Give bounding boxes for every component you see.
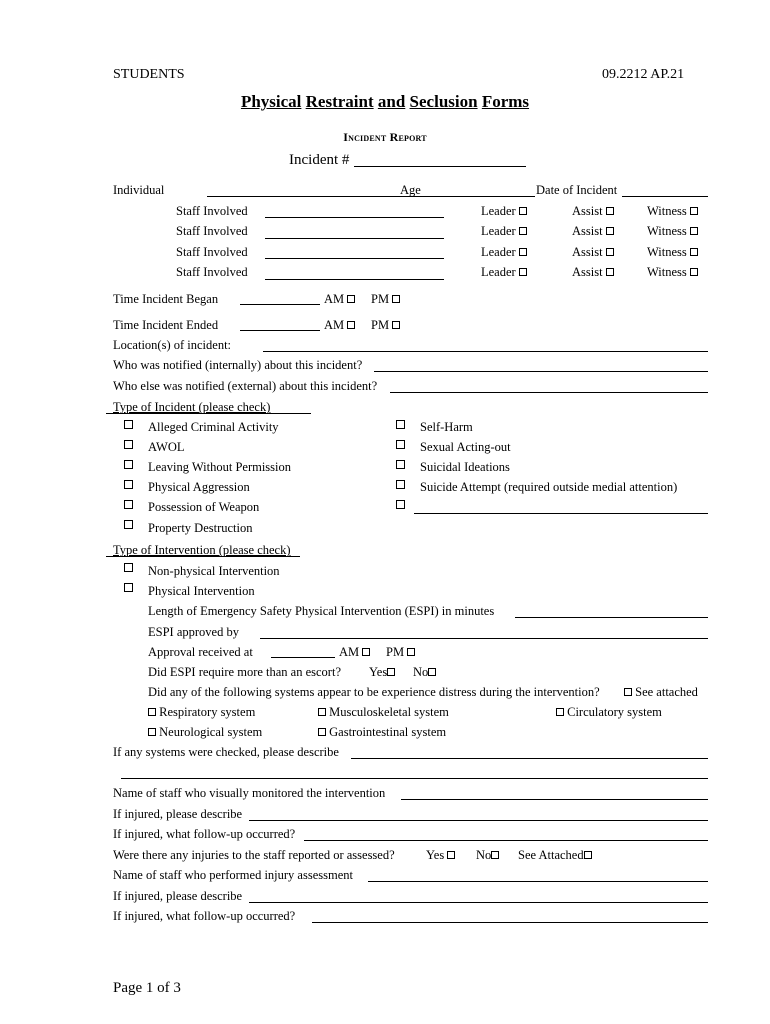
am-label: AM <box>324 292 345 306</box>
page-number: Page 1 of 3 <box>113 980 181 996</box>
injured-describe-field[interactable] <box>249 820 708 821</box>
staff-involved-label: Staff Involved <box>176 245 248 259</box>
incident-type-checkbox[interactable] <box>124 460 133 469</box>
time-began-field[interactable] <box>240 304 320 305</box>
injured-followup-label: If injured, what follow-up occurred? <box>113 909 296 923</box>
injured-followup-field[interactable] <box>312 922 708 923</box>
intervention-option: Physical Intervention <box>148 584 255 598</box>
am-checkbox[interactable] <box>347 295 355 303</box>
incident-type-option: AWOL <box>148 440 185 454</box>
witness-label: Witness <box>647 224 687 238</box>
am-label: AM <box>324 318 345 332</box>
escort-yes-option[interactable] <box>369 665 395 679</box>
system-option[interactable] <box>318 705 449 719</box>
staff-involved-field[interactable] <box>265 258 444 259</box>
see-attached-checkbox[interactable] <box>624 688 632 696</box>
assist-label: Assist <box>572 204 603 218</box>
injured-describe-label: If injured, please describe <box>113 889 243 903</box>
system-option[interactable] <box>148 725 262 739</box>
system-label: Gastrointestinal system <box>329 725 447 739</box>
assist-checkbox[interactable] <box>606 207 614 215</box>
escort-no-option[interactable] <box>413 665 436 679</box>
assessment-label: Name of staff who performed injury assessment <box>113 868 353 882</box>
leader-label: Leader <box>481 224 516 238</box>
system-label: Circulatory system <box>567 705 662 719</box>
staff-involved-label: Staff Involved <box>176 265 248 279</box>
intervention-type-heading: Type of Intervention (please check) <box>113 543 291 557</box>
yes-checkbox[interactable] <box>447 851 455 859</box>
assist-option[interactable] <box>572 245 614 259</box>
assist-label: Assist <box>572 265 603 279</box>
heading-underline <box>106 413 311 414</box>
witness-checkbox[interactable] <box>690 227 698 235</box>
title-word: Seclusion <box>409 92 478 111</box>
see-attached-option[interactable] <box>624 685 698 699</box>
incident-type-checkbox[interactable] <box>124 500 133 509</box>
witness-option[interactable] <box>647 265 698 279</box>
leader-checkbox[interactable] <box>519 268 527 276</box>
witness-checkbox[interactable] <box>690 207 698 215</box>
time-ended-pm-option[interactable] <box>371 318 400 332</box>
incident-type-option: Possession of Weapon <box>148 500 260 514</box>
see-attached-label: See Attached <box>518 848 584 862</box>
staff-involved-label: Staff Involved <box>176 224 248 238</box>
witness-checkbox[interactable] <box>690 268 698 276</box>
incident-type-heading: Type of Incident (please check) <box>113 400 271 414</box>
approval-am-option[interactable] <box>339 645 370 659</box>
title-word: Physical <box>240 92 302 111</box>
pm-label: PM <box>386 645 405 659</box>
leader-checkbox[interactable] <box>519 227 527 235</box>
assist-checkbox[interactable] <box>606 227 614 235</box>
injured-followup-label: If injured, what follow-up occurred? <box>113 827 296 841</box>
pm-checkbox[interactable] <box>392 321 400 329</box>
system-checkbox[interactable] <box>148 728 156 736</box>
witness-option[interactable] <box>647 204 698 218</box>
espi-length-label: Length of Emergency Safety Physical Intervention (ESPI) in minutes <box>148 604 495 618</box>
time-ended-am-option[interactable] <box>324 318 355 332</box>
notified-external-field[interactable] <box>390 392 708 393</box>
espi-approved-label: ESPI approved by <box>148 625 239 639</box>
am-label: AM <box>339 645 360 659</box>
incident-type-option: Leaving Without Permission <box>148 460 292 474</box>
system-option[interactable] <box>556 705 662 719</box>
leader-label: Leader <box>481 204 516 218</box>
system-checkbox[interactable] <box>318 728 326 736</box>
escort-question: Did ESPI require more than an escort? <box>148 665 341 679</box>
date-of-incident-field[interactable] <box>622 196 708 197</box>
incident-type-checkbox[interactable] <box>124 480 133 489</box>
systems-describe-field-2[interactable] <box>121 778 708 779</box>
espi-length-field[interactable] <box>515 617 708 618</box>
form-subtitle: Incident Report <box>343 130 427 144</box>
intervention-checkbox[interactable] <box>124 583 133 592</box>
individual-label: Individual <box>113 183 165 197</box>
age-label: Age <box>400 183 421 197</box>
incident-type-checkbox[interactable] <box>124 520 133 529</box>
incident-type-option: Suicide Attempt (required outside medial attention) <box>420 480 678 494</box>
time-ended-field[interactable] <box>240 330 320 331</box>
systems-describe-field[interactable] <box>351 758 708 759</box>
notified-internal-field[interactable] <box>374 371 708 372</box>
approval-received-label: Approval received at <box>148 645 253 659</box>
am-checkbox[interactable] <box>362 648 370 656</box>
incident-type-option: Self-Harm <box>420 420 473 434</box>
incident-type-option: Property Destruction <box>148 521 253 535</box>
leader-option[interactable] <box>481 204 527 218</box>
incident-type-option: Alleged Criminal Activity <box>148 420 279 434</box>
see-attached-checkbox[interactable] <box>584 851 592 859</box>
systems-question: Did any of the following systems appear to be experience distress during the intervention? <box>148 685 600 699</box>
header-section-label: STUDENTS <box>113 67 185 82</box>
individual-field[interactable] <box>207 196 535 197</box>
witness-label: Witness <box>647 265 687 279</box>
incident-number-field[interactable] <box>354 166 526 167</box>
injured-describe-label: If injured, please describe <box>113 807 243 821</box>
monitor-field[interactable] <box>401 799 708 800</box>
title-word: Forms <box>481 92 530 111</box>
system-checkbox[interactable] <box>318 708 326 716</box>
espi-approved-field[interactable] <box>260 638 708 639</box>
notified-external-label: Who else was notified (external) about this incident? <box>113 379 378 393</box>
systems-describe-label: If any systems were checked, please describe <box>113 745 339 759</box>
witness-label: Witness <box>647 245 687 259</box>
intervention-option: Non-physical Intervention <box>148 564 280 578</box>
incident-type-option: Physical Aggression <box>148 480 250 494</box>
yes-label: Yes <box>426 848 445 862</box>
incident-number-label: Incident # <box>289 152 350 168</box>
date-of-incident-label: Date of Incident <box>536 183 618 197</box>
staff-involved-field[interactable] <box>265 279 444 280</box>
approval-pm-option[interactable] <box>386 645 415 659</box>
leader-option[interactable] <box>481 245 527 259</box>
incident-type-checkbox[interactable] <box>396 440 405 449</box>
am-checkbox[interactable] <box>347 321 355 329</box>
incident-type-checkbox[interactable] <box>396 420 405 429</box>
title-word: Restraint <box>305 92 374 111</box>
injured-describe-field[interactable] <box>249 902 708 903</box>
incident-type-other-checkbox[interactable] <box>396 500 405 509</box>
pm-checkbox[interactable] <box>407 648 415 656</box>
incident-type-checkbox[interactable] <box>396 480 405 489</box>
leader-checkbox[interactable] <box>519 248 527 256</box>
see-attached-label: See attached <box>635 685 698 699</box>
monitor-label: Name of staff who visually monitored the intervention <box>113 786 386 800</box>
location-label: Location(s) of incident: <box>113 338 232 352</box>
assist-option[interactable] <box>572 265 614 279</box>
staff-involved-field[interactable] <box>265 238 444 239</box>
no-label: No <box>476 848 492 862</box>
leader-option[interactable] <box>481 265 527 279</box>
form-title <box>0 92 770 112</box>
assist-option[interactable] <box>572 204 614 218</box>
leader-label: Leader <box>481 265 516 279</box>
no-label: No <box>413 665 429 679</box>
assist-label: Assist <box>572 245 603 259</box>
staff-involved-label: Staff Involved <box>176 204 248 218</box>
system-label: Respiratory system <box>159 705 256 719</box>
incident-type-checkbox[interactable] <box>124 440 133 449</box>
system-option[interactable] <box>318 725 446 739</box>
incident-type-checkbox[interactable] <box>396 460 405 469</box>
title-word: and <box>377 92 406 111</box>
no-checkbox[interactable] <box>428 668 436 676</box>
incident-type-option: Sexual Acting-out <box>420 440 511 454</box>
assist-checkbox[interactable] <box>606 248 614 256</box>
intervention-checkbox[interactable] <box>124 563 133 572</box>
pm-checkbox[interactable] <box>392 295 400 303</box>
system-option[interactable] <box>148 705 255 719</box>
system-label: Neurological system <box>159 725 263 739</box>
witness-label: Witness <box>647 204 687 218</box>
yes-checkbox[interactable] <box>387 668 395 676</box>
leader-checkbox[interactable] <box>519 207 527 215</box>
injured-followup-field[interactable] <box>304 840 708 841</box>
incident-type-checkbox[interactable] <box>124 420 133 429</box>
incident-type-other-field[interactable] <box>414 513 708 514</box>
header-policy-code: 09.2212 AP.21 <box>602 67 685 82</box>
incident-type-option: Suicidal Ideations <box>420 460 510 474</box>
staff-involved-field[interactable] <box>265 217 444 218</box>
notified-internal-label: Who was notified (internally) about this incident? <box>113 358 363 372</box>
system-checkbox[interactable] <box>556 708 564 716</box>
assist-checkbox[interactable] <box>606 268 614 276</box>
leader-option[interactable] <box>481 224 527 238</box>
staff-injuries-attached-option[interactable] <box>518 848 592 862</box>
witness-option[interactable] <box>647 245 698 259</box>
time-began-am-option[interactable] <box>324 292 355 306</box>
assist-label: Assist <box>572 224 603 238</box>
staff-injuries-question: Were there any injuries to the staff reported or assessed? <box>113 848 395 862</box>
system-label: Musculoskeletal system <box>329 705 449 719</box>
staff-injuries-no-option[interactable] <box>476 848 499 862</box>
staff-injuries-yes-option[interactable] <box>426 848 455 862</box>
heading-underline <box>106 556 300 557</box>
assist-option[interactable] <box>572 224 614 238</box>
witness-option[interactable] <box>647 224 698 238</box>
system-checkbox[interactable] <box>148 708 156 716</box>
leader-label: Leader <box>481 245 516 259</box>
approval-received-field[interactable] <box>271 657 335 658</box>
time-began-label: Time Incident Began <box>113 292 219 306</box>
assessment-field[interactable] <box>368 881 708 882</box>
time-ended-label: Time Incident Ended <box>113 318 219 332</box>
location-field[interactable] <box>263 351 708 352</box>
time-began-pm-option[interactable] <box>371 292 400 306</box>
pm-label: PM <box>371 292 390 306</box>
pm-label: PM <box>371 318 390 332</box>
witness-checkbox[interactable] <box>690 248 698 256</box>
yes-label: Yes <box>369 665 388 679</box>
no-checkbox[interactable] <box>491 851 499 859</box>
